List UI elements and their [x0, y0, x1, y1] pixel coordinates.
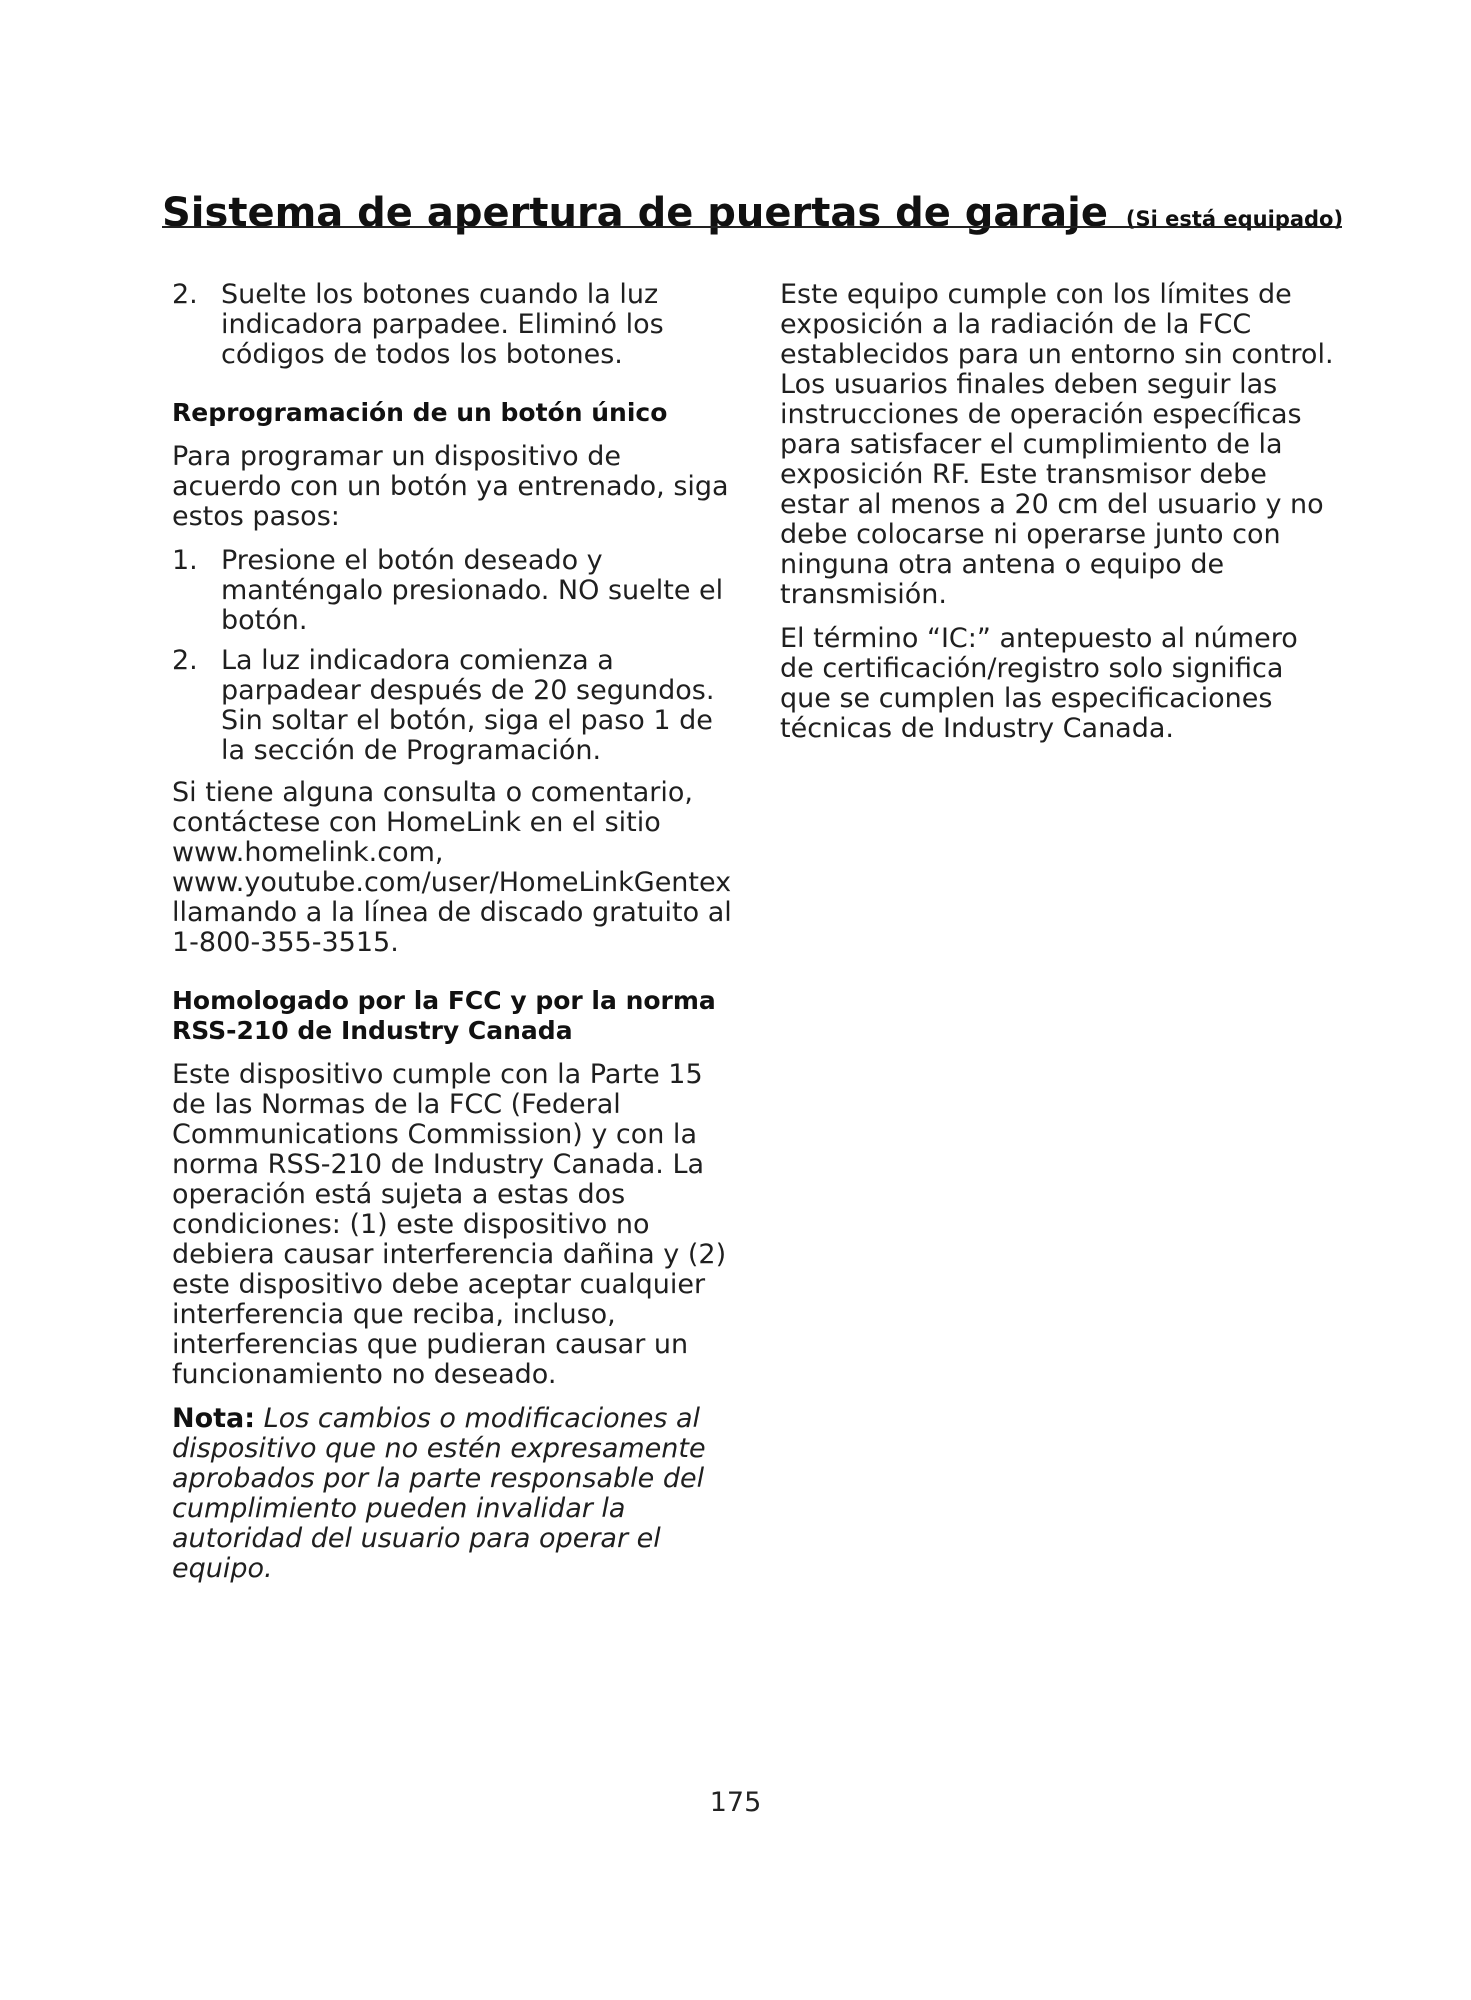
note-text: Los cambios o modificaciones al dispositivo que no estén expresamente aprobados por la parte responsable del cumplimiento pueden invalidar la autoridad del usuario para operar el equipo. [172, 1403, 706, 1584]
header-divider [162, 226, 1342, 228]
page-title-suffix: (Si está equipado) [1125, 206, 1344, 231]
list-item-reprogram-2 [172, 646, 737, 766]
page-title-text: Sistema de apertura de puertas de garaje [162, 189, 1108, 236]
page-number: 175 [709, 1787, 762, 1818]
paragraph-reprogram-intro: Para programar un dispositivo de acuerdo con un botón ya entrenado, siga estos pasos: [172, 441, 729, 532]
note-label: Nota: [172, 1403, 256, 1434]
left-column [172, 280, 737, 1598]
list-item-reprogram-1 [172, 546, 737, 636]
page-title [162, 187, 1342, 245]
list-item-text: La luz indicadora comienza a parpadear después de 20 segundos. Sin soltar el botón, siga el paso 1 de la sección de Programación. [221, 645, 715, 766]
list-item-number: 2. [172, 645, 198, 676]
section-heading-fcc: Homologado por la FCC y por la norma RSS-210 de Industry Canada [172, 986, 716, 1045]
paragraph-contact: Si tiene alguna consulta o comentario, contáctese con HomeLink en el sitio www.homelink.com, www.youtube.com/user/HomeLinkGentex llamando a la línea de discado gratuito al 1-800-355-3515. [172, 777, 732, 958]
list-item-step-2 [172, 280, 737, 370]
list-item-number: 1. [172, 545, 198, 576]
right-column [780, 280, 1340, 758]
section-heading-reprogram: Reprogramación de un botón único [172, 398, 668, 427]
list-item-text: Suelte los botones cuando la luz indicadora parpadee. Eliminó los códigos de todos los botones. [221, 279, 664, 370]
paragraph-exposure: Este equipo cumple con los límites de exposición a la radiación de la FCC establecidos para un entorno sin control. Los usuarios finales deben seguir las instrucciones de operación específicas para satisfacer el cumplimiento de la exposición RF. Este transmisor debe estar al menos a 20 cm del usuario y no debe colocarse ni operarse junto con ninguna otra antena o equipo de transmisión. [780, 279, 1334, 610]
list-item-text: Presione el botón deseado y manténgalo presionado. NO suelte el botón. [221, 545, 724, 636]
paragraph-ic: El término “IC:” antepuesto al número de certificación/registro solo significa que se cumplen las especificaciones técnicas de Industry Canada. [780, 623, 1298, 744]
note-paragraph [172, 1404, 737, 1584]
list-item-number: 2. [172, 279, 198, 310]
paragraph-fcc: Este dispositivo cumple con la Parte 15 de las Normas de la FCC (Federal Communications Commission) y con la norma RSS-210 de Industry Canada. La operación está sujeta a estas dos condiciones: (1) este dispositivo no debiera causar interferencia dañina y (2) este dispositivo debe aceptar cualquier interferencia que reciba, incluso, interferencias que pudieran causar un funcionamiento no deseado. [172, 1059, 727, 1390]
